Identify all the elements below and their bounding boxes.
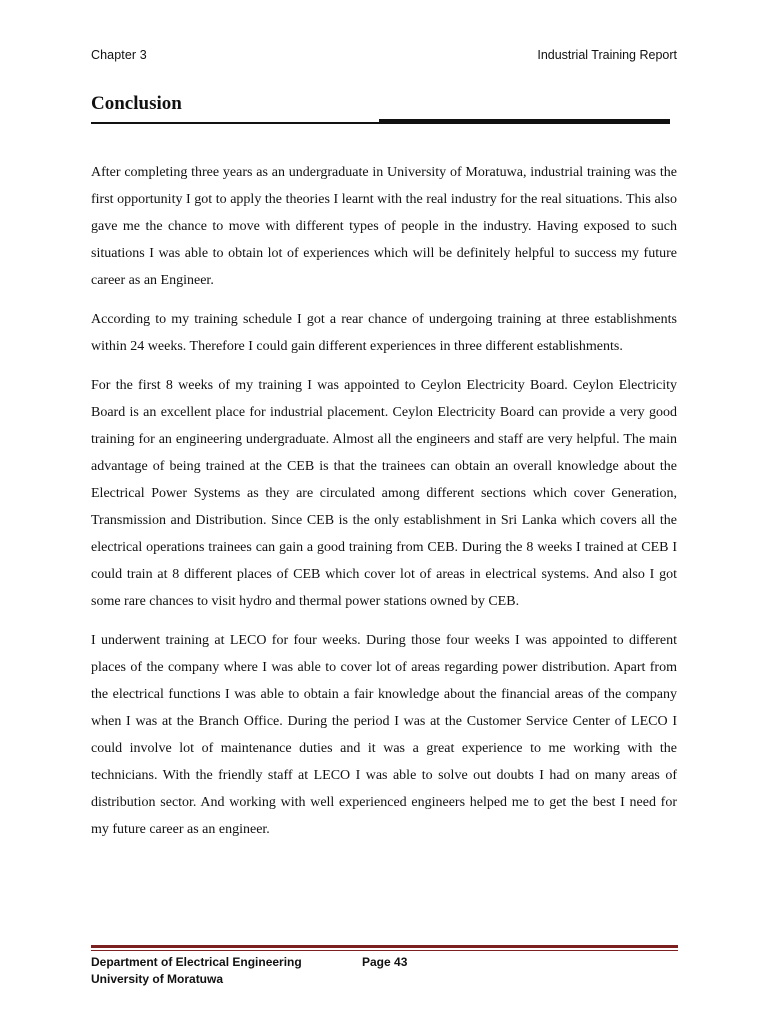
footer-page-number: Page 43	[362, 955, 408, 969]
header-chapter: Chapter 3	[91, 48, 147, 62]
footer-department: Department of Electrical Engineering	[91, 955, 302, 969]
title-underline	[91, 122, 670, 124]
paragraph-2: According to my training schedule I got a rear chance of undergoing training at three establishments within 24 weeks. Therefore I could gain different experiences in three different establishments.	[91, 312, 677, 354]
section-title: Conclusion	[91, 93, 182, 114]
footer-university: University of Moratuwa	[91, 972, 224, 986]
paragraph-3: For the first 8 weeks of my training I was appointed to Ceylon Electricity Board. Ceylon Electricity Board is an excellent place for industrial placement. Ceylon Electricity Board can provide a very good training for an engineering undergraduate. Almost all the engineers and staff are very helpful. The main advantage of being trained at the CEB is that the trainees can obtain an overall knowledge about the Electrical Power Systems as they are circulated among different sections which cover Generation, Transmission and Distribution. Since CEB is the only establishment in Sri Lanka which covers all the electrical operations trainees can gain a good training from CEB. During the 8 weeks I trained at CEB I could train at 8 different places of CEB which cover lot of areas in electrical systems. And also I got some rare chances to visit hydro and thermal power stations owned by CEB.	[91, 378, 677, 609]
footer-rule-thick	[91, 945, 678, 948]
paragraph-4: I underwent training at LECO for four weeks. During those four weeks I was appointed to different places of the company where I was able to cover lot of areas regarding power distribution. Apart from the electrical functions I was able to obtain a fair knowledge about the financial areas of the company when I was at the Branch Office. During the period I was at the Customer Service Center of LECO I could involve lot of maintenance duties and it was a great experience to me working with the technicians. With the friendly staff at LECO I was able to solve out doubts I had on many areas of distribution sector. And working with well experienced engineers helped me to get the best I need for my future career as an engineer.	[91, 633, 677, 837]
header-report-title: Industrial Training Report	[537, 48, 677, 62]
footer-rule-thin	[91, 950, 678, 951]
paragraph-1: After completing three years as an undergraduate in University of Moratuwa, industrial training was the first opportunity I got to apply the theories I learnt with the real industry for the real situations. This also gave me the chance to move with different types of people in the industry. Having exposed to such situations I was able to obtain lot of experiences which will be definitely helpful to success my future career as an Engineer.	[91, 165, 677, 288]
body-text	[91, 159, 677, 855]
title-underline-accent	[379, 119, 670, 122]
